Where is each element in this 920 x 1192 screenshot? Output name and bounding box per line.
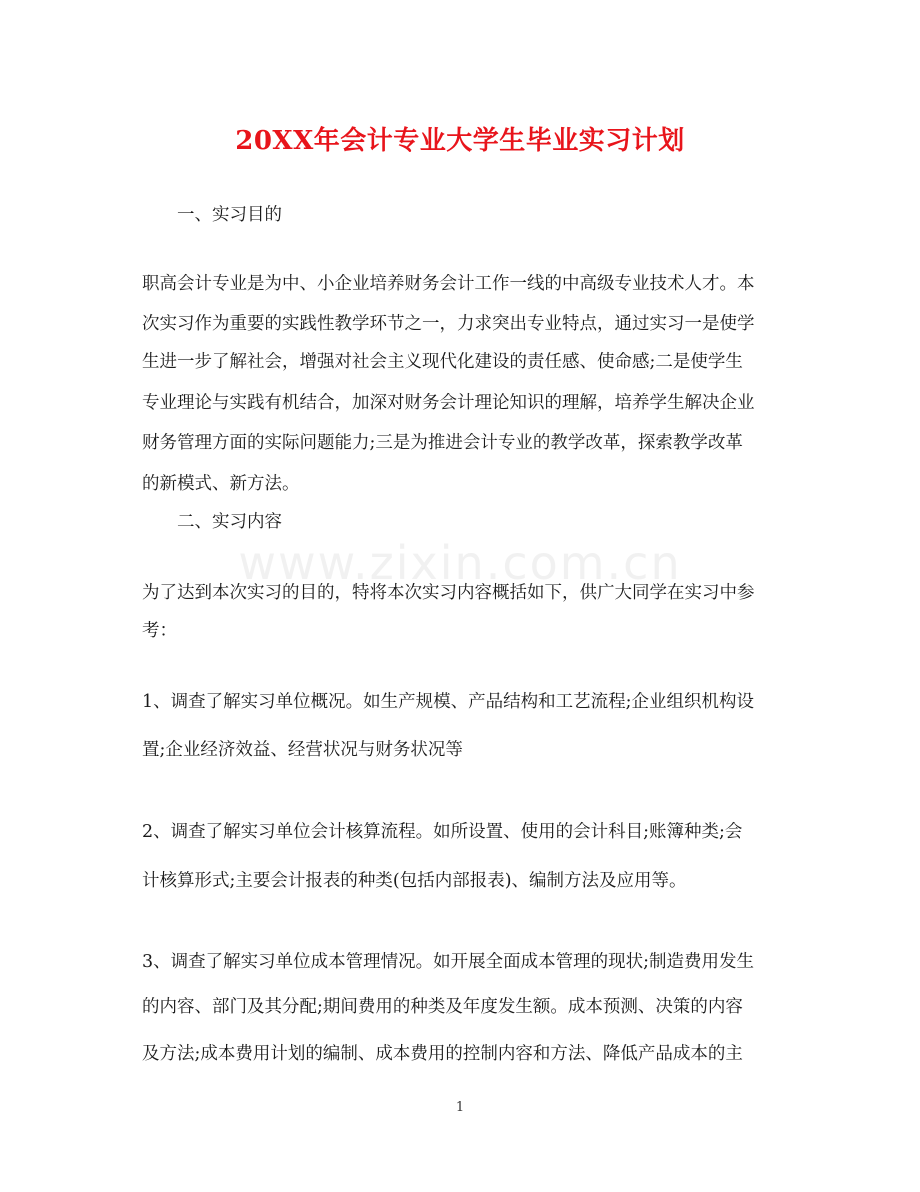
paragraph-line: 专业理论与实践有机结合，加深对财务会计理论知识的理解，培养学生解决企业 — [142, 393, 755, 413]
list-item-line: 1、调查了解实习单位概况。如生产规模、产品结构和工艺流程;企业组织机构设 — [142, 692, 755, 712]
list-item-line: 置;企业经济效益、经营状况与财务状况等 — [142, 740, 463, 760]
paragraph-line: 次实习作为重要的实践性教学环节之一，力求突出专业特点，通过实习一是使学 — [142, 314, 755, 334]
paragraph-line: 生进一步了解社会，增强对社会主义现代化建设的责任感、使命感;二是使学生 — [142, 352, 743, 372]
section-heading-purpose: 一、实习目的 — [177, 205, 282, 225]
page-number: 1 — [455, 1100, 465, 1115]
paragraph-line: 考： — [142, 621, 177, 641]
list-item-line: 及方法;成本费用计划的编制、成本费用的控制内容和方法、降低产品成本的主 — [142, 1044, 743, 1064]
watermark: www.zixin.com.cn — [238, 536, 682, 590]
list-item-line: 的内容、部门及其分配;期间费用的种类及年度发生额。成本预测、决策的内容 — [142, 997, 743, 1017]
list-item-line: 计核算形式;主要会计报表的种类(包括内部报表)、编制方法及应用等。 — [142, 871, 687, 891]
paragraph-line: 财务管理方面的实际问题能力;三是为推进会计专业的教学改革，探索教学改革 — [142, 433, 743, 453]
section-heading-content: 二、实习内容 — [177, 512, 282, 532]
paragraph-line: 的新模式、新方法。 — [142, 474, 300, 494]
document-title: 20XX年会计专业大学生毕业实习计划 — [235, 126, 685, 156]
paragraph-line: 职高会计专业是为中、小企业培养财务会计工作一线的中高级专业技术人才。本 — [142, 274, 755, 294]
list-item-line: 2、调查了解实习单位会计核算流程。如所设置、使用的会计科目;账簿种类;会 — [142, 822, 743, 842]
list-item-line: 3、调查了解实习单位成本管理情况。如开展全面成本管理的现状;制造费用发生 — [142, 952, 755, 972]
paragraph-line: 为了达到本次实习的目的，特将本次实习内容概括如下，供广大同学在实习中参 — [142, 583, 755, 603]
